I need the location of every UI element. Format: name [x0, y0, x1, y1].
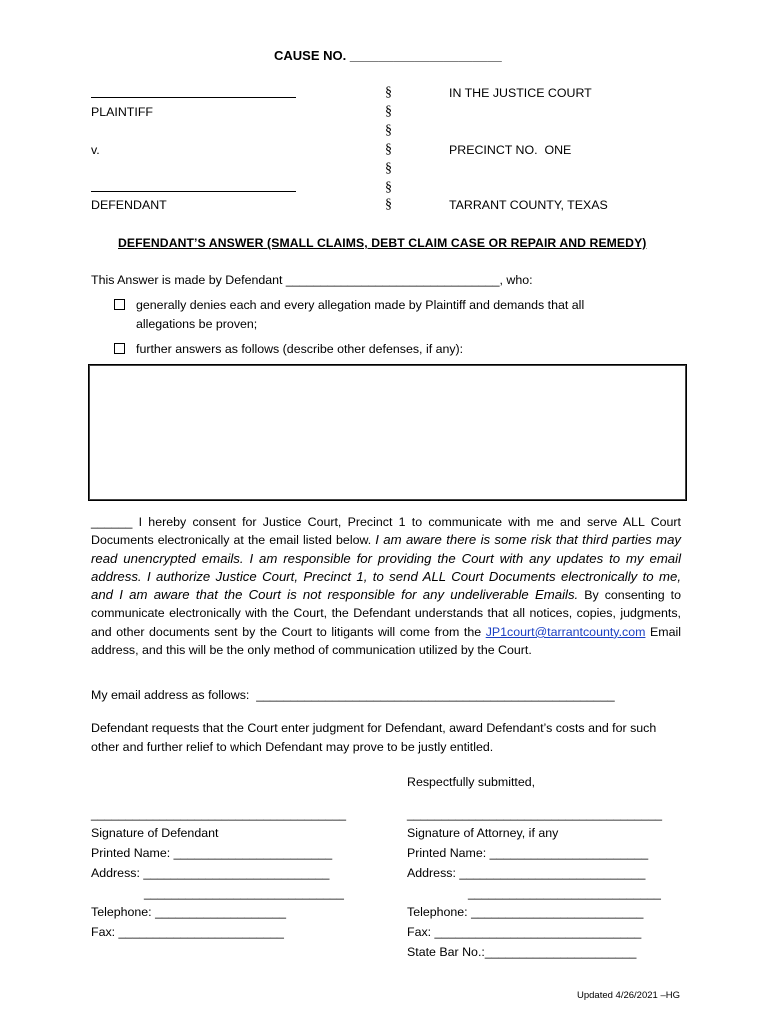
attorney-state-bar-number[interactable]: State Bar No.:______________________	[407, 945, 637, 959]
attorney-printed-name[interactable]: Printed Name: _______________________	[407, 846, 649, 860]
section-symbol: §	[385, 104, 392, 119]
court-email-link[interactable]: JP1court@tarrantcounty.com	[485, 624, 646, 639]
plaintiff-name-line[interactable]	[91, 97, 296, 98]
versus-label: v.	[91, 143, 100, 157]
other-defenses-text: further answers as follows (describe other defenses, if any):	[136, 342, 464, 356]
general-denial-text-continued: allegations be proven;	[136, 317, 258, 331]
other-defenses-checkbox[interactable]	[114, 343, 125, 354]
respectfully-submitted: Respectfully submitted,	[407, 775, 536, 789]
section-symbol: §	[385, 197, 392, 212]
general-denial-text: generally denies each and every allegation made by Plaintiff and demands that all	[136, 298, 585, 312]
section-symbol: §	[385, 161, 392, 176]
defendant-signature-line[interactable]: _____________________________________	[91, 807, 346, 821]
attorney-address[interactable]: Address: ___________________________	[407, 866, 646, 880]
attorney-fax[interactable]: Fax: ______________________________	[407, 925, 642, 939]
attorney-telephone[interactable]: Telephone: _________________________	[407, 905, 644, 919]
defendant-printed-name[interactable]: Printed Name: _______________________	[91, 846, 333, 860]
section-symbol: §	[385, 142, 392, 157]
consent-closing-text: Email address, and this will be the only method of communication utilized by the Court.	[91, 624, 681, 658]
section-symbol: §	[385, 85, 392, 100]
consent-initial-blank[interactable]: ______	[91, 515, 133, 529]
judgment-request-line2: other and further relief to which Defendant may prove to be justly entitled.	[91, 740, 494, 754]
other-defenses-textbox[interactable]	[88, 364, 687, 501]
defendant-address[interactable]: Address: ___________________________	[91, 866, 330, 880]
defendant-signature-label: Signature of Defendant	[91, 826, 219, 840]
court-name: IN THE JUSTICE COURT	[449, 86, 592, 100]
attorney-signature-line[interactable]: _____________________________________	[407, 807, 662, 821]
defendant-label: DEFENDANT	[91, 198, 167, 212]
plaintiff-label: PLAINTIFF	[91, 105, 153, 119]
general-denial-checkbox[interactable]	[114, 299, 125, 310]
consent-understanding-text: By consenting to communicate electronically with the Court, the Defendant understands that all notices, copies, judgments, and other documents sent by the Court to litigants will come from the	[91, 588, 681, 639]
attorney-signature-label: Signature of Attorney, if any	[407, 826, 559, 840]
defendant-telephone[interactable]: Telephone: ___________________	[91, 905, 287, 919]
attorney-address-line2[interactable]: ____________________________	[468, 886, 661, 900]
defendant-address-line2[interactable]: _____________________________	[144, 886, 344, 900]
email-address-line[interactable]: My email address as follows: ____________________________________________________	[91, 688, 615, 702]
revision-footer: Updated 4/26/2021 –HG	[577, 990, 680, 1001]
section-symbol: §	[385, 180, 392, 195]
defendant-fax[interactable]: Fax: ________________________	[91, 925, 284, 939]
precinct-number: PRECINCT NO. ONE	[449, 143, 572, 157]
cause-number-label: CAUSE NO. _____________________	[274, 48, 502, 63]
answer-intro: This Answer is made by Defendant _______________________________, who:	[91, 273, 533, 287]
judgment-request-line1: Defendant requests that the Court enter judgment for Defendant, award Defendant’s costs and for such	[91, 721, 657, 735]
section-symbol: §	[385, 123, 392, 138]
consent-text: I hereby consent for Justice Court, Precinct 1 to communicate with me and serve ALL Court Documents electronically at the email listed below.	[91, 515, 681, 548]
county-state: TARRANT COUNTY, TEXAS	[449, 198, 608, 212]
email-consent-paragraph	[91, 513, 681, 659]
document-title: DEFENDANT’S ANSWER (SMALL CLAIMS, DEBT CLAIM CASE OR REPAIR AND REMEDY)	[118, 236, 647, 250]
consent-risk-text: I am aware there is some risk that third parties may read unencrypted emails. I am responsible for providing the Court with any updates to my email address. I authorize Justice Court, Precinct 1, to send ALL Court Documents electronically to me, and I am aware that the Court is not responsible for any undeliverable Emails.	[91, 532, 681, 603]
defendant-name-line[interactable]	[91, 191, 296, 192]
